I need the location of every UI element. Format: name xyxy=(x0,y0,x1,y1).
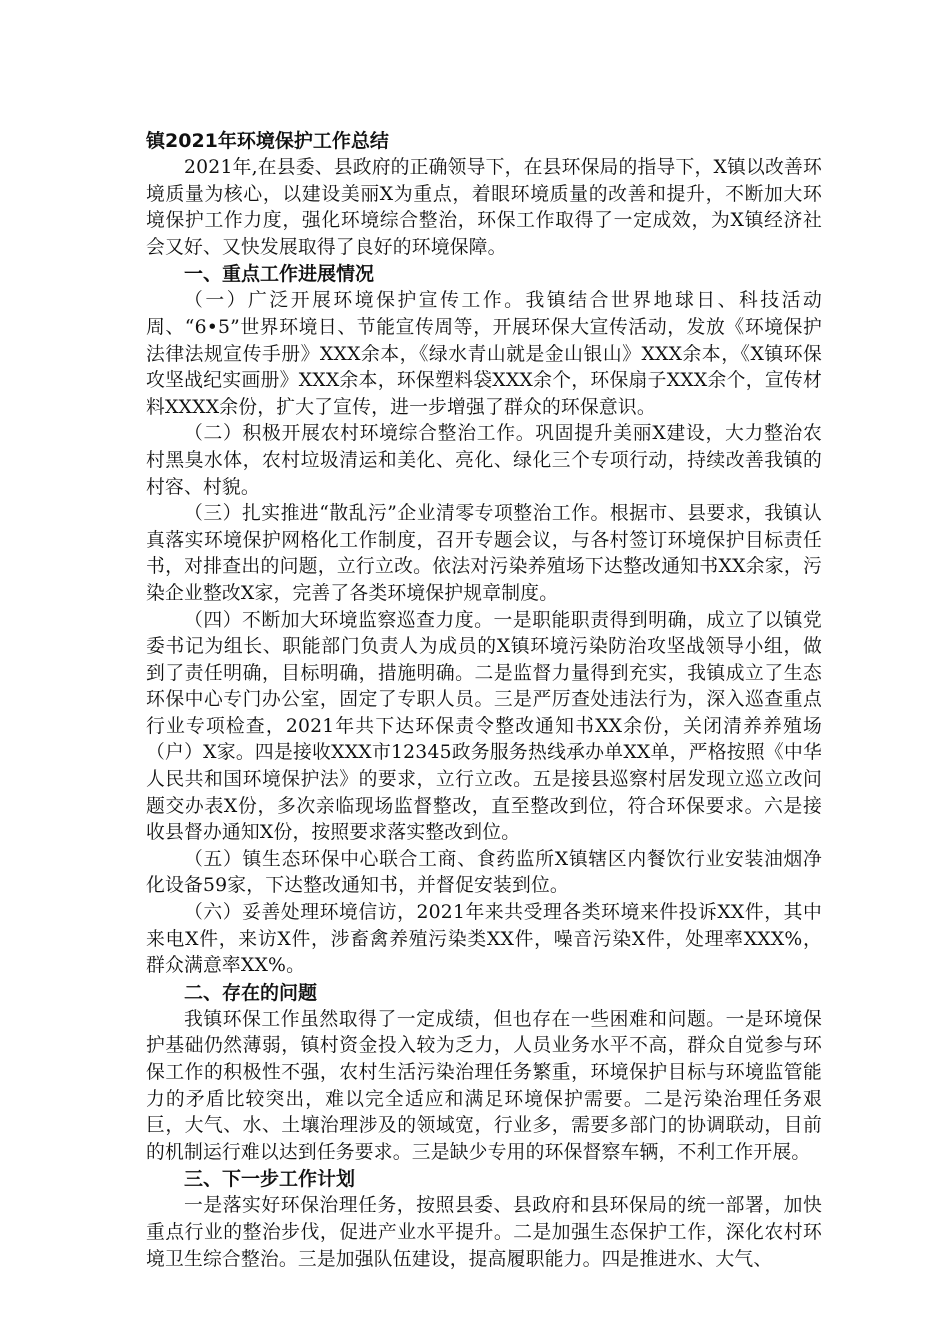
paragraph-petitions: （六）妥善处理环境信访，2021年来共受理各类环境来件投诉XX件，其中来电X件，来访X件，涉畜禽养殖污染类XX件，噪音污染X件，处理率XXX%，群众满意率XX%。 xyxy=(146,902,822,977)
section-heading-next-steps: 三、下一步工作计划 xyxy=(184,1168,356,1191)
paragraph-next-steps: 一是落实好环保治理任务，按照县委、县政府和县环保局的统一部署，加快重点行业的整治步伐，促进产业水平提升。二是加强生态保护工作，深化农村环境卫生综合整治。三是加强队伍建设，提高履职能力。四是推进水、大气、 xyxy=(146,1195,822,1270)
paragraph-rural-environment: （二）积极开展农村环境综合整治工作。巩固提升美丽X建设，大力整治农村黑臭水体，农村垃圾清运和美化、亮化、绿化三个专项行动，持续改善我镇的村容、村貌。 xyxy=(146,423,822,498)
section-heading-progress: 一、重点工作进展情况 xyxy=(184,263,375,286)
paragraph-problems: 我镇环保工作虽然取得了一定成绩，但也存在一些困难和问题。一是环境保护基础仍然薄弱，镇村资金投入较为乏力，人员业务水平不高，群众自觉参与环保工作的积极性不强，农村生活污染治理任务繁重，环境保护目标与环境监管能力的矛盾比较突出，难以完全适应和满足环境保护需要。二是污染治理任务艰巨，大气、水、土壤治理涉及的领域宽，行业多，需要多部门的协调联动，目前的机制运行难以达到任务要求。三是缺少专用的环保督察车辆，不利工作开展。 xyxy=(146,1008,822,1163)
intro-paragraph: 2021年,在县委、县政府的正确领导下，在县环保局的指导下，X镇以改善环境质量为核心，以建设美丽X为重点，着眼环境质量的改善和提升，不断加大环境保护工作力度，强化环境综合整治，环保工作取得了一定成效，为X镇经济社会又好、又快发展取得了良好的环境保障。 xyxy=(146,157,822,258)
document-page xyxy=(146,128,822,1273)
paragraph-publicity: （一）广泛开展环境保护宣传工作。我镇结合世界地球日、科技活动周、“6•5”世界环境日、节能宣传周等，开展环保大宣传活动，发放《环境保护法律法规宣传手册》XXX余本，《绿水青山就是金山银山》XXX余本，《X镇环保攻坚战纪实画册》XXX余本，环保塑料袋XXX余个，环保扇子XXX余个，宣传材料XXXX余份，扩大了宣传，进一步增强了群众的环保意识。 xyxy=(146,290,822,418)
paragraph-catering-fume: （五）镇生态环保中心联合工商、食药监所X镇辖区内餐饮行业安装油烟净化设备59家，下达整改通知书，并督促安装到位。 xyxy=(146,848,822,897)
document-title: 镇2021年环境保护工作总结 xyxy=(146,130,389,152)
paragraph-enterprise-rectification: （三）扎实推进“散乱污”企业清零专项整治工作。根据市、县要求，我镇认真落实环境保护网格化工作制度，召开专题会议，与各村签订环境保护目标责任书，对排查出的问题，立行立改。依法对污染养殖场下达整改通知书XX余家，污染企业整改X家，完善了各类环境保护规章制度。 xyxy=(146,503,822,604)
paragraph-inspection: （四）不断加大环境监察巡查力度。一是职能职责得到明确，成立了以镇党委书记为组长、职能部门负责人为成员的X镇环境污染防治攻坚战领导小组，做到了责任明确，目标明确，措施明确。二是监督力量得到充实，我镇成立了生态环保中心专门办公室，固定了专职人员。三是严厉查处违法行为，深入巡查重点行业专项检查，2021年共下达环保责令整改通知书XX余份，关闭清养养殖场（户）X家。四是接收XXX市12345政务服务热线承办单XX单，严格按照《中华人民共和国环境保护法》的要求，立行立改。五是接县巡察村居发现立巡立改问题交办表X份，多次亲临现场监督整改，直至整改到位，符合环保要求。六是接收县督办通知X份，按照要求落实整改到位。 xyxy=(146,609,822,844)
section-heading-problems: 二、存在的问题 xyxy=(184,981,318,1004)
